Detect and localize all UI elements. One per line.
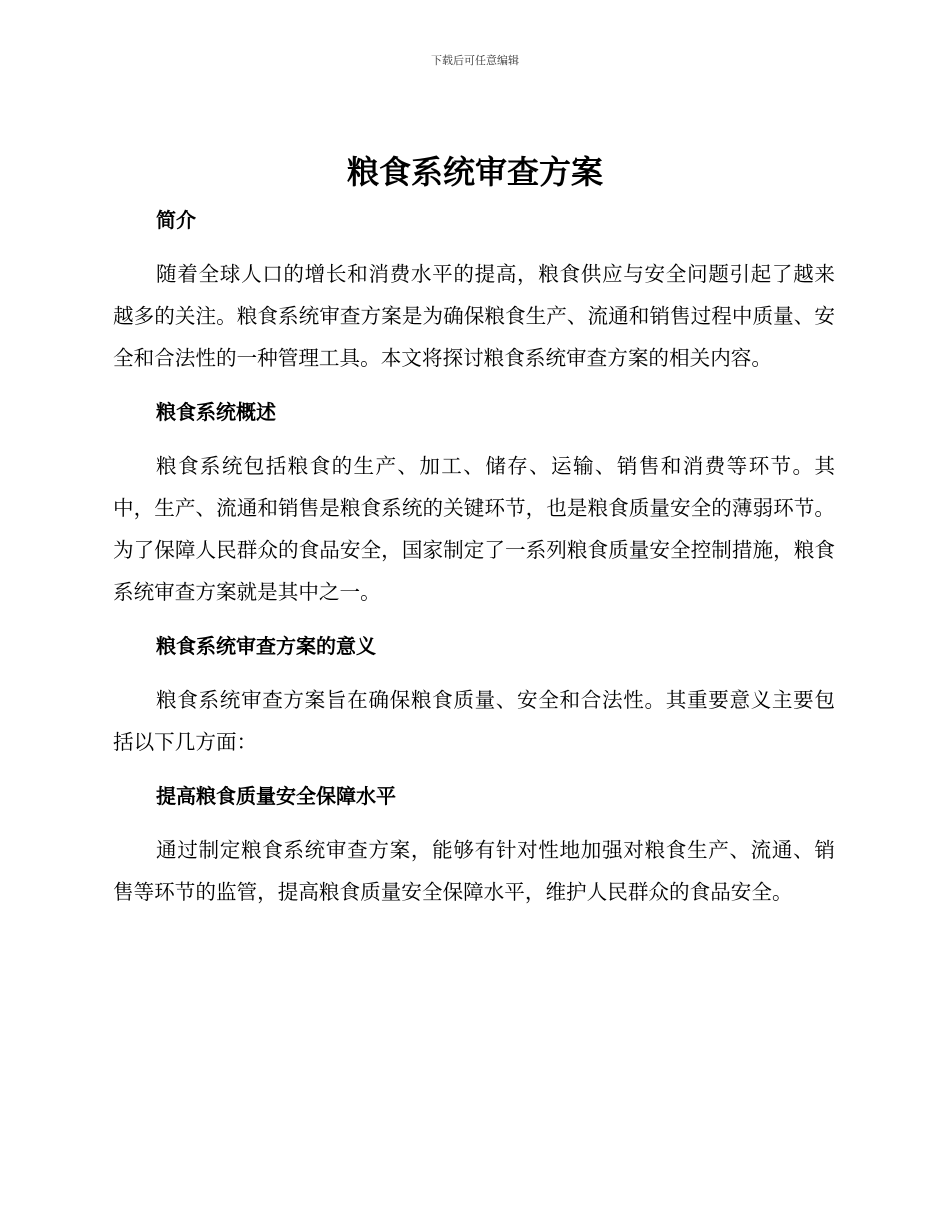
section-paragraph: 通过制定粮食系统审查方案，能够有针对性地加强对粮食生产、流通、销售等环节的监管，提高粮食质量安全保障水平，维护人民群众的食品安全。 — [113, 838, 835, 904]
header-note: 下载后可任意编辑 — [431, 54, 519, 67]
document-title: 粮食系统审查方案 — [346, 153, 603, 191]
section-heading: 粮食系统审查方案的意义 — [156, 634, 376, 658]
section-paragraph: 粮食系统审查方案旨在确保粮食质量、安全和合法性。其重要意义主要包括以下几方面： — [113, 688, 835, 754]
section-intro — [113, 199, 835, 391]
document-body — [113, 199, 835, 913]
section-heading: 提高粮食质量安全保障水平 — [156, 784, 396, 808]
section-significance — [113, 625, 835, 775]
section-heading: 粮食系统概述 — [156, 400, 276, 424]
section-heading: 简介 — [156, 208, 196, 232]
section-overview — [113, 391, 835, 625]
section-paragraph: 随着全球人口的增长和消费水平的提高，粮食供应与安全问题引起了越来越多的关注。粮食系统审查方案是为确保粮食生产、流通和销售过程中质量、安全和合法性的一种管理工具。本文将探讨粮食系统审查方案的相关内容。 — [113, 262, 835, 370]
section-quality-safety — [113, 775, 835, 913]
section-paragraph: 粮食系统包括粮食的生产、加工、储存、运输、销售和消费等环节。其中，生产、流通和销售是粮食系统的关键环节，也是粮食质量安全的薄弱环节。为了保障人民群众的食品安全，国家制定了一系列粮食质量安全控制措施，粮食系统审查方案就是其中之一。 — [113, 454, 835, 604]
